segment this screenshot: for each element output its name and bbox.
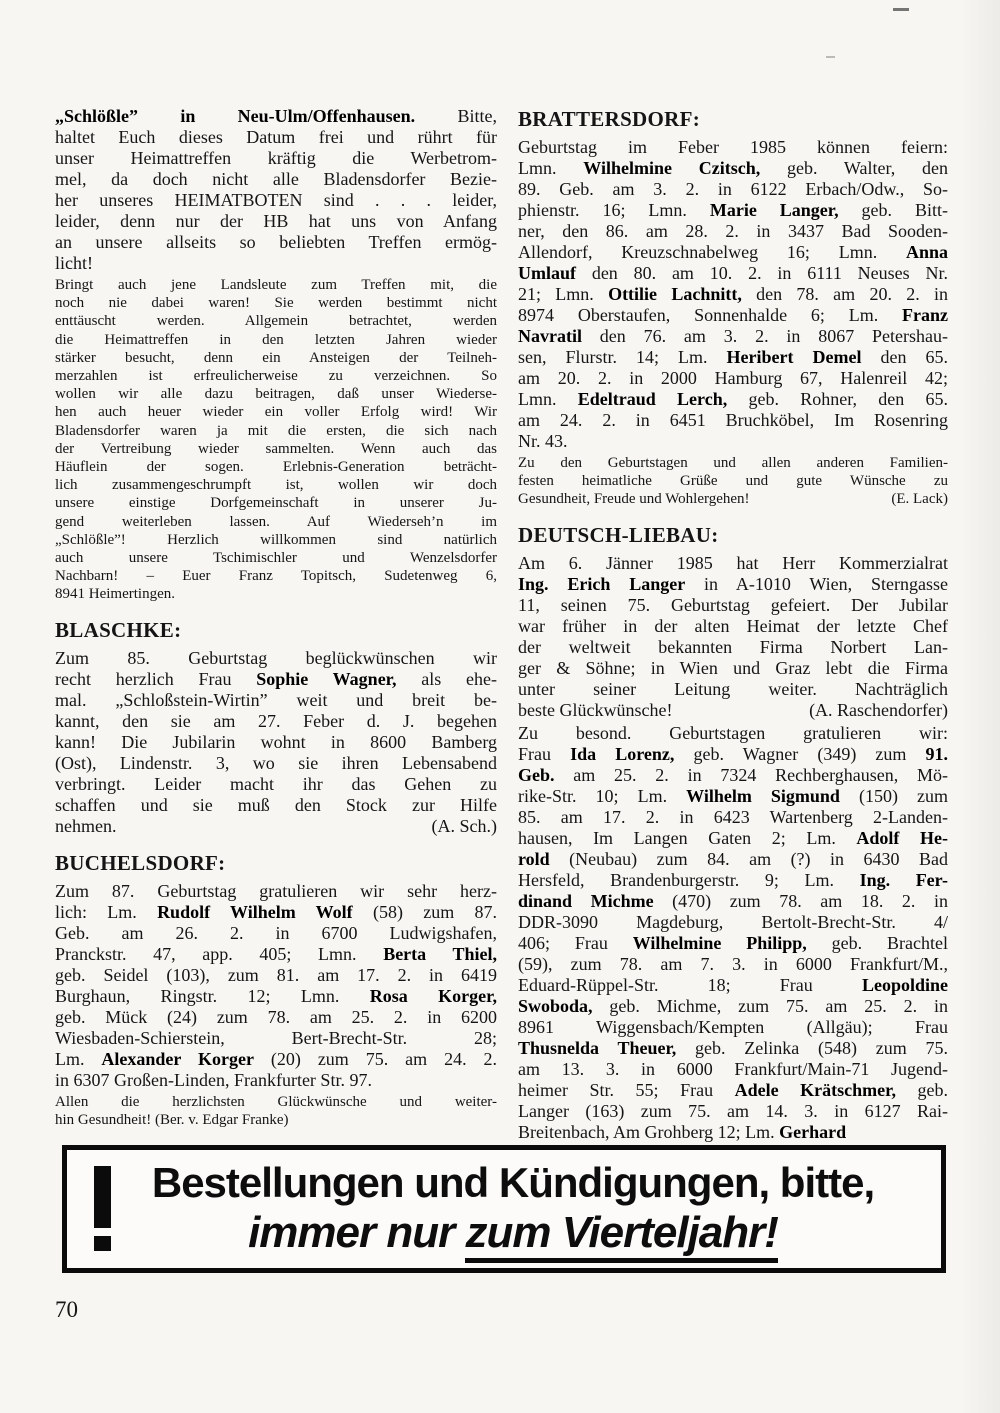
paragraph	[55, 1093, 497, 1129]
text-line: DDR-3090 Magdeburg, Bertolt-Brecht-Str. 4/	[518, 911, 948, 932]
text-line: rike-Str. 10; Lm. Wilhelm Sigmund (150) zum	[518, 785, 948, 806]
text-line: kann! Die Jubilarin wohnt in 8600 Bamberg	[55, 731, 497, 752]
text-line: 11, seinen 75. Geburtstag gefeiert. Der Jubilar	[518, 594, 948, 615]
text-line: haltet Euch dieses Datum frei und rührt für	[55, 127, 497, 147]
text-line: wollen wir alle dazu beitragen, daß unser Wiederse-	[55, 386, 497, 403]
text-line: mal. „Schloßstein-Wirtin” weit und breit be-	[55, 689, 497, 710]
text-line: Ing. Erich Langer in A-1010 Wien, Sterngasse	[518, 573, 948, 594]
text-line: „Schlößle”! Herzlich willkommen sind natürlich	[55, 531, 497, 548]
text-line: 21; Lmn. Ottilie Lachnitt, den 78. am 20. 2. in	[518, 284, 949, 304]
text-line: Nachbarn! – Euer Franz Topitsch, Sudetenweg 6,	[55, 568, 497, 585]
text-line: Zu besond. Geburtstagen gratulieren wir:	[518, 722, 948, 743]
text-line: am 20. 2. in 2000 Hamburg 67, Halenreil 42;	[518, 368, 948, 388]
text-line: recht herzlich Frau Sophie Wagner, als ehe-	[55, 668, 498, 689]
text-line: Zum 85. Geburtstag beglückwünschen wir	[55, 647, 497, 668]
text-line: Swoboda, geb. Michme, zum 75. am 25. 2. in	[518, 995, 948, 1016]
text-line: auch unsere Tschimischler und Wenzelsdorfer	[55, 550, 497, 567]
text-line: der weltweit bekannten Firma Norbert Lan-	[518, 636, 948, 657]
paragraph	[518, 553, 948, 721]
text-line: Gesundheit, Freude und Wohlergehen! (E. Lack)	[518, 491, 948, 508]
section-heading: BLASCHKE:	[55, 617, 182, 642]
text-line: mel, da doch nicht alle Bladensdorfer Bezie-	[55, 169, 497, 189]
text-line: unter seiner Leitung weiter. Nachträglich	[518, 678, 948, 699]
column-right	[518, 106, 948, 1143]
text-line: geb. Seidel (103), zum 81. am 17. 2. in 6419	[55, 964, 497, 985]
text-line: sen, Flurstr. 14; Lm. Heribert Demel den 65.	[518, 347, 948, 367]
paragraph	[55, 106, 497, 274]
exclamation-icon	[93, 1166, 111, 1252]
text-line: 85. am 17. 2. in 6423 Wartenberg 2-Landen-	[518, 806, 948, 827]
section-heading: DEUTSCH-LIEBAU:	[518, 522, 719, 547]
text-line: Bladensdorfer waren ja mit die ersten, die sich nach	[55, 422, 497, 439]
text-line: verbringt. Leider macht ihr das Gehen zu	[55, 773, 497, 794]
text-line: lich zusammengeschrumpft ist, wollen wir doch	[55, 477, 497, 494]
paragraph	[518, 137, 948, 452]
text-line: „Schlößle” in Neu-Ulm/Offenhausen. Bitte,	[55, 106, 498, 126]
text-line: unsere einstige Dorfgemeinschaft in unserer Ju-	[55, 495, 497, 512]
text-line: Geburtstag im Feber 1985 können feiern:	[518, 137, 948, 157]
exclamation-bar	[94, 1166, 111, 1228]
text-line: in 6307 Großen-Linden, Frankfurter Str. 97.	[55, 1069, 372, 1090]
text-line: schaffen und sie muß den Stock zur Hilfe	[55, 794, 497, 815]
exclamation-dot	[94, 1236, 111, 1251]
text-line: lich: Lm. Rudolf Wilhelm Wolf (58) zum 87.	[55, 901, 497, 922]
subscription-notice-box	[62, 1145, 946, 1273]
signature: (A. Raschendorfer)	[809, 699, 948, 720]
scan-artifact	[893, 8, 909, 11]
text-line: war früher in der alten Heimat der letzte Chef	[518, 615, 948, 636]
text-line: festen heimatliche Grüße und gute Wünsche zu	[518, 473, 948, 490]
text-line: hen auch heuer wieder ein voller Erfolg wird! Wir	[55, 404, 497, 421]
text-line: kannt, den sie am 27. Feber d. J. begehen	[55, 710, 497, 731]
text-line: hausen, Im Langen Gaten 2; Lm. Adolf He-	[518, 827, 948, 848]
text-line: dinand Michme (470) zum 78. am 18. 2. in	[518, 890, 948, 911]
signature: (A. Sch.)	[431, 815, 497, 836]
text-line: leider, denn nur der HB hat uns von Anfang	[55, 211, 497, 231]
text-line: (59), zum 78. am 7. 3. in 6000 Frankfurt/M.,	[518, 953, 948, 974]
text-line: Nr. 43.	[518, 431, 568, 451]
paragraph	[55, 648, 497, 837]
text-line: Zum 87. Geburtstag gratulieren wir sehr herz-	[55, 880, 497, 901]
signature: (E. Lack)	[891, 491, 948, 508]
text-line: merzahlen ist erfreulicherweise zu verzeichnen. So	[55, 368, 497, 385]
text-line: ger & Söhne; in Wien und Graz lebt die Firma	[518, 657, 948, 678]
text-line: beste Glückwünsche! (A. Raschendorfer)	[518, 699, 948, 720]
text-line: enttäuscht werden. Allgemein betrachtet, werden	[55, 313, 497, 330]
column-left	[55, 106, 497, 1129]
text-line: her unseres HEIMATBOTEN sind . . . leider,	[55, 190, 497, 210]
banner-line-2-prefix: immer nur	[248, 1207, 466, 1257]
text-line: licht!	[55, 253, 93, 273]
text-line: Pranckstr. 47, app. 405; Lmn. Berta Thiel,	[55, 943, 497, 964]
text-line: stärker besucht, denn ein Ansteigen der Teilneh-	[55, 349, 497, 366]
text-line: an unsere allseits so beliebten Treffen ermög-	[55, 232, 497, 252]
banner-line-2	[111, 1206, 915, 1260]
banner-line-1: Bestellungen und Kündigungen, bitte,	[151, 1158, 875, 1206]
text-line: Am 6. Jänner 1985 hat Herr Kommerzialrat	[518, 552, 948, 573]
text-line: heimer Str. 55; Frau Adele Krätschmer, geb.	[518, 1079, 948, 1100]
text-line: rold (Neubau) zum 84. am (?) in 6430 Bad	[518, 848, 948, 869]
paragraph	[55, 881, 497, 1091]
text-line: am 24. 2. in 6451 Bruchköbel, Im Rosenring	[518, 410, 948, 430]
text-line: der Vertreibung wieder sammelten. Wenn auch das	[55, 440, 497, 457]
text-line: noch nie dabei waren! Sie werden bestimmt nicht	[55, 295, 497, 312]
banner-line-2-underlined: zum Vierteljahr!	[465, 1208, 777, 1263]
text-line: 89. Geb. am 3. 2. in 6122 Erbach/Odw., So-	[518, 179, 948, 199]
text-line: Geb. am 26. 2. in 6700 Ludwigshafen,	[55, 922, 497, 943]
text-line: Zu den Geburtstagen und allen anderen Familien-	[518, 455, 948, 471]
text-line: geb. Mück (24) zum 78. am 25. 2. in 6200	[55, 1006, 497, 1027]
text-line: Umlauf den 80. am 10. 2. in 6111 Neuses Nr.	[518, 263, 948, 283]
text-line: Lmn. Wilhelmine Czitsch, geb. Walter, den	[518, 158, 948, 178]
paragraph	[518, 723, 948, 1143]
text-line: gend weiterleben lassen. Auf Wiederseh’n im	[55, 513, 497, 530]
text-line: Eduard-Rüppel-Str. 18; Frau Leopoldine	[518, 974, 948, 995]
text-line: phienstr. 16; Lmn. Marie Langer, geb. Bitt-	[518, 200, 948, 220]
text-line: Lm. Alexander Korger (20) zum 75. am 24. 2.	[55, 1048, 497, 1069]
text-line: Navratil den 76. am 3. 2. in 8067 Petershau-	[518, 326, 948, 346]
text-line: die Heimattreffen in den letzten Jahren wieder	[55, 331, 497, 348]
text-line: Häuflein der sogen. Erlebnis-Generation beträcht-	[55, 459, 497, 476]
text-line: 8961 Wiggensbach/Kempten (Allgäu); Frau	[518, 1016, 948, 1037]
text-line: (Ost), Lindenstr. 3, wo sie ihren Lebensabend	[55, 752, 497, 773]
text-line: Burghaun, Ringstr. 12; Lmn. Rosa Korger,	[55, 985, 497, 1006]
section-heading: BUCHELSDORF:	[55, 850, 226, 875]
text-line: hin Gesundheit! (Ber. v. Edgar Franke)	[55, 1111, 289, 1128]
scan-artifact	[826, 56, 835, 58]
section-heading: BRATTERSDORF:	[518, 107, 701, 131]
text-line: Allen die herzlichsten Glückwünsche und weiter-	[55, 1093, 497, 1110]
text-line: ner, den 86. am 28. 2. in 3437 Bad Sooden-	[518, 221, 948, 241]
text-line: am 13. 3. in 6000 Frankfurt/Main-71 Jugend-	[518, 1058, 948, 1079]
text-line: nehmen. (A. Sch.)	[55, 815, 497, 836]
text-line: 406; Frau Wilhelmine Philipp, geb. Brachtel	[518, 932, 949, 953]
text-line: Hersfeld, Brandenburgerstr. 9; Lm. Ing. Fer-	[518, 869, 948, 890]
text-line: Geb. am 25. 2. in 7324 Rechberghausen, Mö-	[518, 764, 948, 785]
text-line: Wiesbaden-Schierstein, Bert-Brecht-Str. 28;	[55, 1027, 497, 1048]
text-line: unser Heimattreffen kräftig die Werbetrom-	[55, 148, 497, 168]
text-line: Frau Ida Lorenz, geb. Wagner (349) zum 91.	[518, 743, 948, 764]
text-line: 8941 Heimertingen.	[55, 586, 175, 603]
paragraph	[518, 454, 948, 509]
banner-text	[111, 1159, 941, 1260]
text-line: Allendorf, Kreuzschnabelweg 16; Lmn. Anna	[518, 242, 948, 262]
text-line: Bringt auch jene Landsleute zum Treffen mit, die	[55, 277, 497, 293]
text-line: Thusnelda Theuer, geb. Zelinka (548) zum 75.	[518, 1037, 948, 1058]
text-line: Langer (163) zum 75. am 14. 3. in 6127 Rai-	[518, 1100, 948, 1121]
paragraph	[55, 276, 497, 604]
text-line: Lmn. Edeltraud Lerch, geb. Rohner, den 65.	[518, 389, 949, 409]
page-number: 70	[55, 1297, 78, 1322]
text-line: 8974 Oberstaufen, Sonnenhalde 6; Lm. Franz	[518, 305, 948, 325]
text-line: Breitenbach, Am Grohberg 12; Lm. Gerhard	[518, 1121, 847, 1142]
